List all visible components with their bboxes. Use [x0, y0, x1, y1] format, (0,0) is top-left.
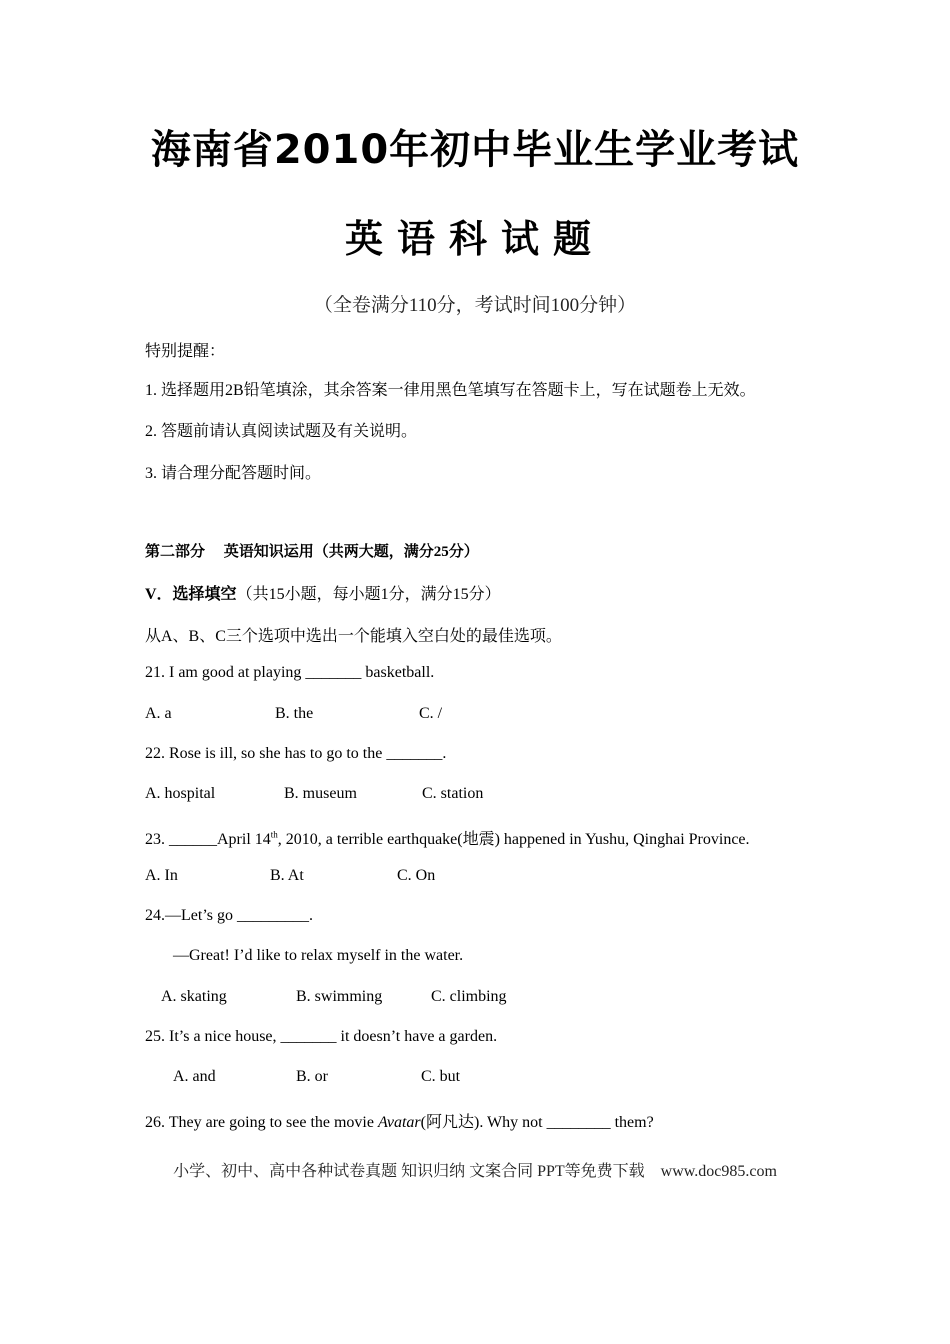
q23-stem-superscript: th [270, 829, 278, 840]
q23-option-b: B. At [270, 867, 304, 884]
q23-stem-start: 23. ______April 14 [145, 831, 271, 848]
q21-option-a: A. a [145, 705, 172, 722]
q22-stem: 22. Rose is ill, so she has to go to the _______. [145, 745, 447, 762]
q21-option-b: B. the [275, 705, 314, 722]
q24-option-c: C. climbing [431, 988, 507, 1005]
q24-reply: —Great! I’d like to relax myself in the water. [173, 947, 464, 964]
notice-heading: 特别提醒： [145, 343, 226, 360]
exam-subject-title: 英语科试题 [344, 217, 605, 261]
q25-option-a: A. and [173, 1068, 216, 1085]
exam-title: 海南省2010年初中毕业生学业考试 [150, 127, 800, 173]
notice-item-1: 1. 选择题用2B铅笔填涂，其余答案一律用黑色笔填写在答题卡上，写在试题卷上无效。 [145, 382, 756, 399]
q23-stem-end: , 2010, a terrible earthquake(地震) happened in Yushu, Qinghai Province. [277, 831, 750, 848]
q21-stem: 21. I am good at playing _______ basketball. [145, 664, 435, 681]
q21-option-c: C. / [419, 705, 443, 722]
notice-item-2: 2. 答题前请认真阅读试题及有关说明。 [145, 423, 418, 440]
q25-option-b: B. or [296, 1068, 328, 1085]
section-v-note: （共15小题，每小题1分，满分15分） [236, 586, 501, 603]
q23-option-a: A. In [145, 867, 178, 884]
section-v-heading [145, 581, 501, 604]
section-v-label: V．选择填空 [145, 586, 237, 603]
q22-option-a: A. hospital [145, 785, 216, 802]
q24-option-a: A. skating [161, 988, 227, 1005]
notice-item-3: 3. 请合理分配答题时间。 [145, 465, 322, 482]
part2-heading: 第二部分 英语知识运用（共两大题，满分25分） [145, 544, 479, 560]
q24-option-b: B. swimming [296, 988, 383, 1005]
section-instruction: 从A、B、C三个选项中选出一个能填入空白处的最佳选项。 [145, 628, 562, 645]
page-footer: 小学、初中、高中各种试卷真题 知识归纳 文案合同 PPT等免费下载 www.doc985.com [173, 1163, 777, 1180]
q25-option-c: C. but [421, 1068, 461, 1085]
q22-option-c: C. station [422, 785, 484, 802]
q22-option-b: B. museum [284, 785, 357, 802]
q26-stem [145, 1109, 654, 1132]
q26-stem-start: 26. They are going to see the movie [145, 1114, 378, 1131]
q23-stem [145, 826, 750, 849]
q24-stem: 24.—Let’s go _________. [145, 907, 313, 924]
q26-stem-end: (阿凡达). Why not ________ them? [420, 1114, 654, 1131]
q25-stem: 25. It’s a nice house, _______ it doesn’t have a garden. [145, 1028, 498, 1045]
q26-movie-title: Avatar [377, 1114, 421, 1131]
exam-subtitle: （全卷满分110分，考试时间100分钟） [313, 295, 637, 316]
q23-option-c: C. On [397, 867, 436, 884]
